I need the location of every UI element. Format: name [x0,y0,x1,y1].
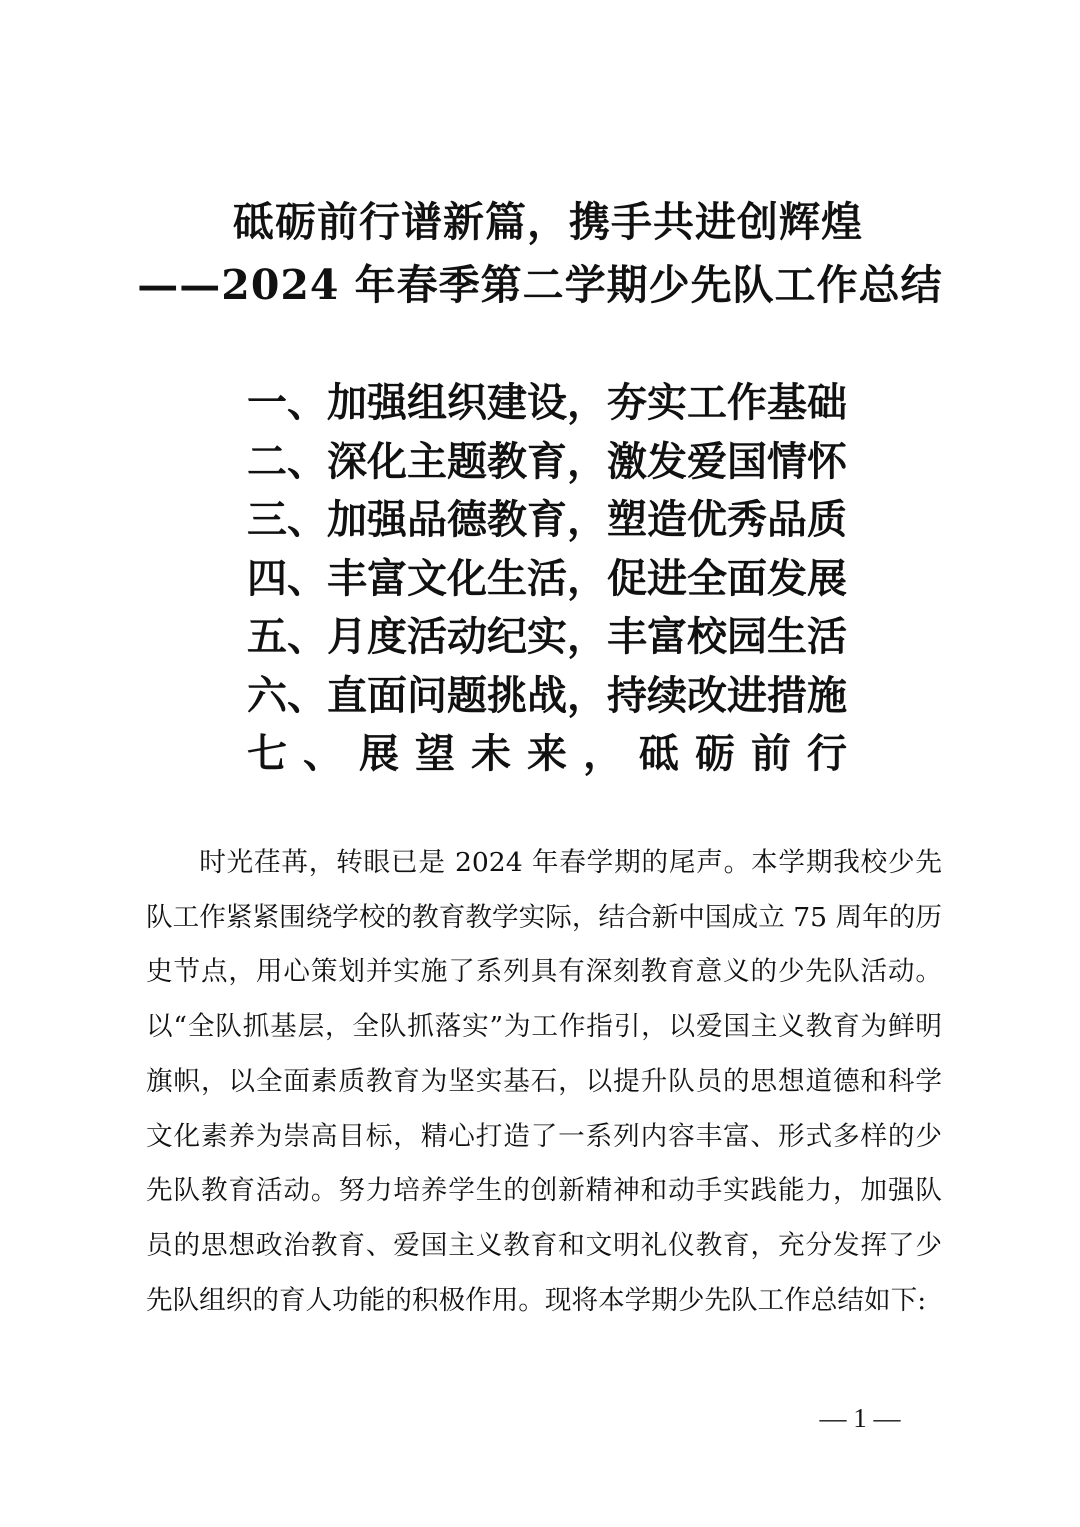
outline-item-7: 七、展望未来，砥砺前行 [247,730,847,777]
outline-item-3: 三、加强品德教育，塑造优秀品质 [247,496,847,543]
page-number: — 1 — [819,1403,901,1433]
intro-paragraph: 时光荏苒，转眼已是 2024 年春学期的尾声。本学期我校少先队工作紧紧围绕学校的教育教学实际，结合新中国成立 75 周年的历史节点，用心策划并实施了系列具有深刻教育意义的少先队活动。以“全队抓基层，全队抓落实”为工作指引，以爱国主义教育为鲜明旗帜，以全面素质教育为坚实基石，以提升队员的思想道德和科学文化素养为崇高目标，精心打造了一系列内容丰富、形式多样的少先队教育活动。努力培养学生的创新精神和动手实践能力，加强队员的思想政治教育、爱国主义教育和文明礼仪教育，充分发挥了少先队组织的育人功能的积极作用。现将本学期少先队工作总结如下: [146,847,942,1316]
outline-item-6: 六、直面问题挑战，持续改进措施 [247,671,847,719]
document-subtitle: ——2024 年春季第二学期少先队工作总结 [137,261,943,309]
outline-item-5: 五、月度活动纪实，丰富校园生活 [247,613,847,660]
outline-item-1: 一、加强组织建设，夯实工作基础 [247,379,847,426]
outline-item-2: 二、深化主题教育，激发爱国情怀 [247,437,847,485]
document-title: 砥砺前行谱新篇，携手共进创辉煌 [233,198,863,246]
outline-item-4: 四、丰富文化生活，促进全面发展 [247,554,847,602]
section-outline [247,374,847,784]
